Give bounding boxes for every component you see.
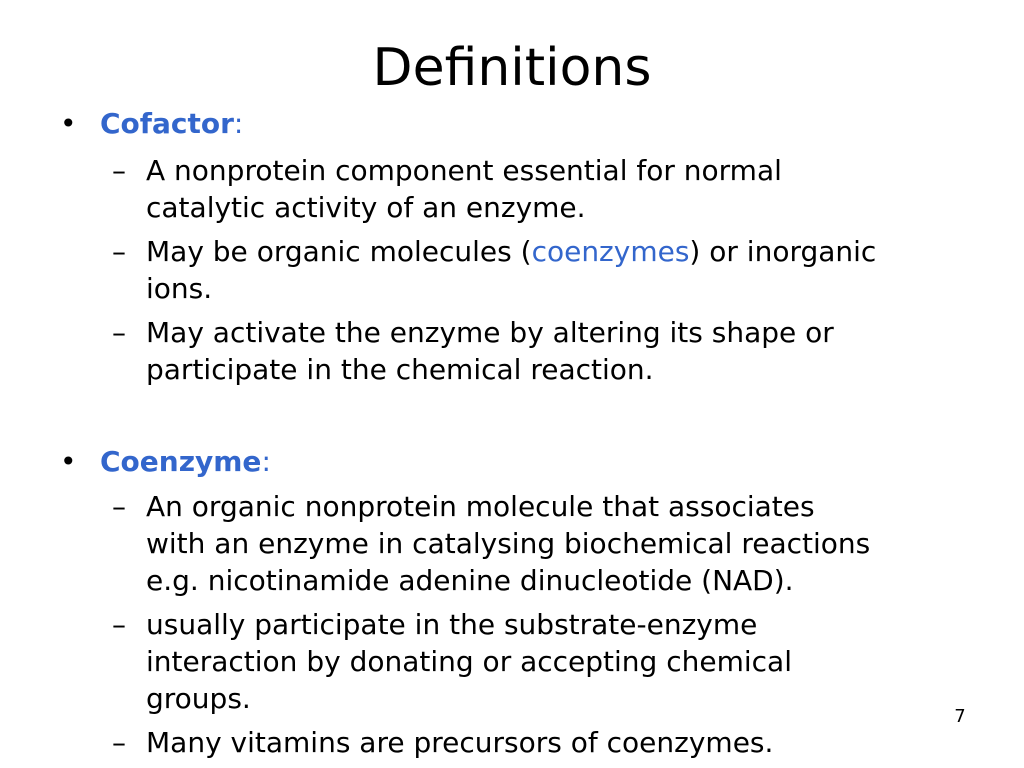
bullet-dot: •	[60, 107, 77, 140]
term-colon: :	[233, 107, 244, 140]
item-text	[146, 488, 966, 599]
highlight-coenzymes: coenzymes	[531, 235, 690, 268]
item-line: An organic nonprotein molecule that associates	[146, 490, 815, 523]
dash: –	[112, 316, 126, 349]
term-colon: :	[261, 445, 271, 478]
bullet-dot: •	[60, 445, 77, 478]
page-number: 7	[954, 706, 966, 727]
item-line: interaction by donating or accepting chemical	[146, 645, 792, 678]
item-line	[146, 233, 966, 270]
item-text	[146, 233, 966, 307]
item-line: catalytic activity of an enzyme.	[146, 191, 586, 224]
item-line: e.g. nicotinamide adenine dinucleotide (NAD).	[146, 564, 794, 597]
term-cofactor: Cofactor	[100, 107, 234, 140]
item-line: A nonprotein component essential for normal	[146, 154, 782, 187]
item-line: with an enzyme in catalysing biochemical reactions	[146, 527, 871, 560]
item-text	[146, 606, 966, 717]
dash: –	[112, 726, 126, 759]
dash: –	[112, 154, 126, 187]
dash: –	[112, 608, 126, 641]
item-text-post: ) or inorganic	[689, 235, 877, 268]
dash: –	[112, 490, 126, 523]
item-line: usually participate in the substrate-enzyme	[146, 608, 758, 641]
slide-title: Definitions	[372, 38, 652, 98]
term-line	[100, 106, 243, 142]
item-line: participate in the chemical reaction.	[146, 353, 654, 386]
item-line: Many vitamins are precursors of coenzymes.	[146, 726, 774, 759]
item-text	[146, 314, 966, 388]
term-line	[100, 444, 271, 480]
dash: –	[112, 235, 126, 268]
item-line: May activate the enzyme by altering its shape or	[146, 316, 834, 349]
term-coenzyme: Coenzyme	[100, 445, 262, 478]
item-line: ions.	[146, 272, 213, 305]
item-text-pre: May be organic molecules (	[146, 235, 532, 268]
item-text	[146, 152, 966, 226]
item-line: groups.	[146, 682, 251, 715]
item-text	[146, 724, 966, 761]
